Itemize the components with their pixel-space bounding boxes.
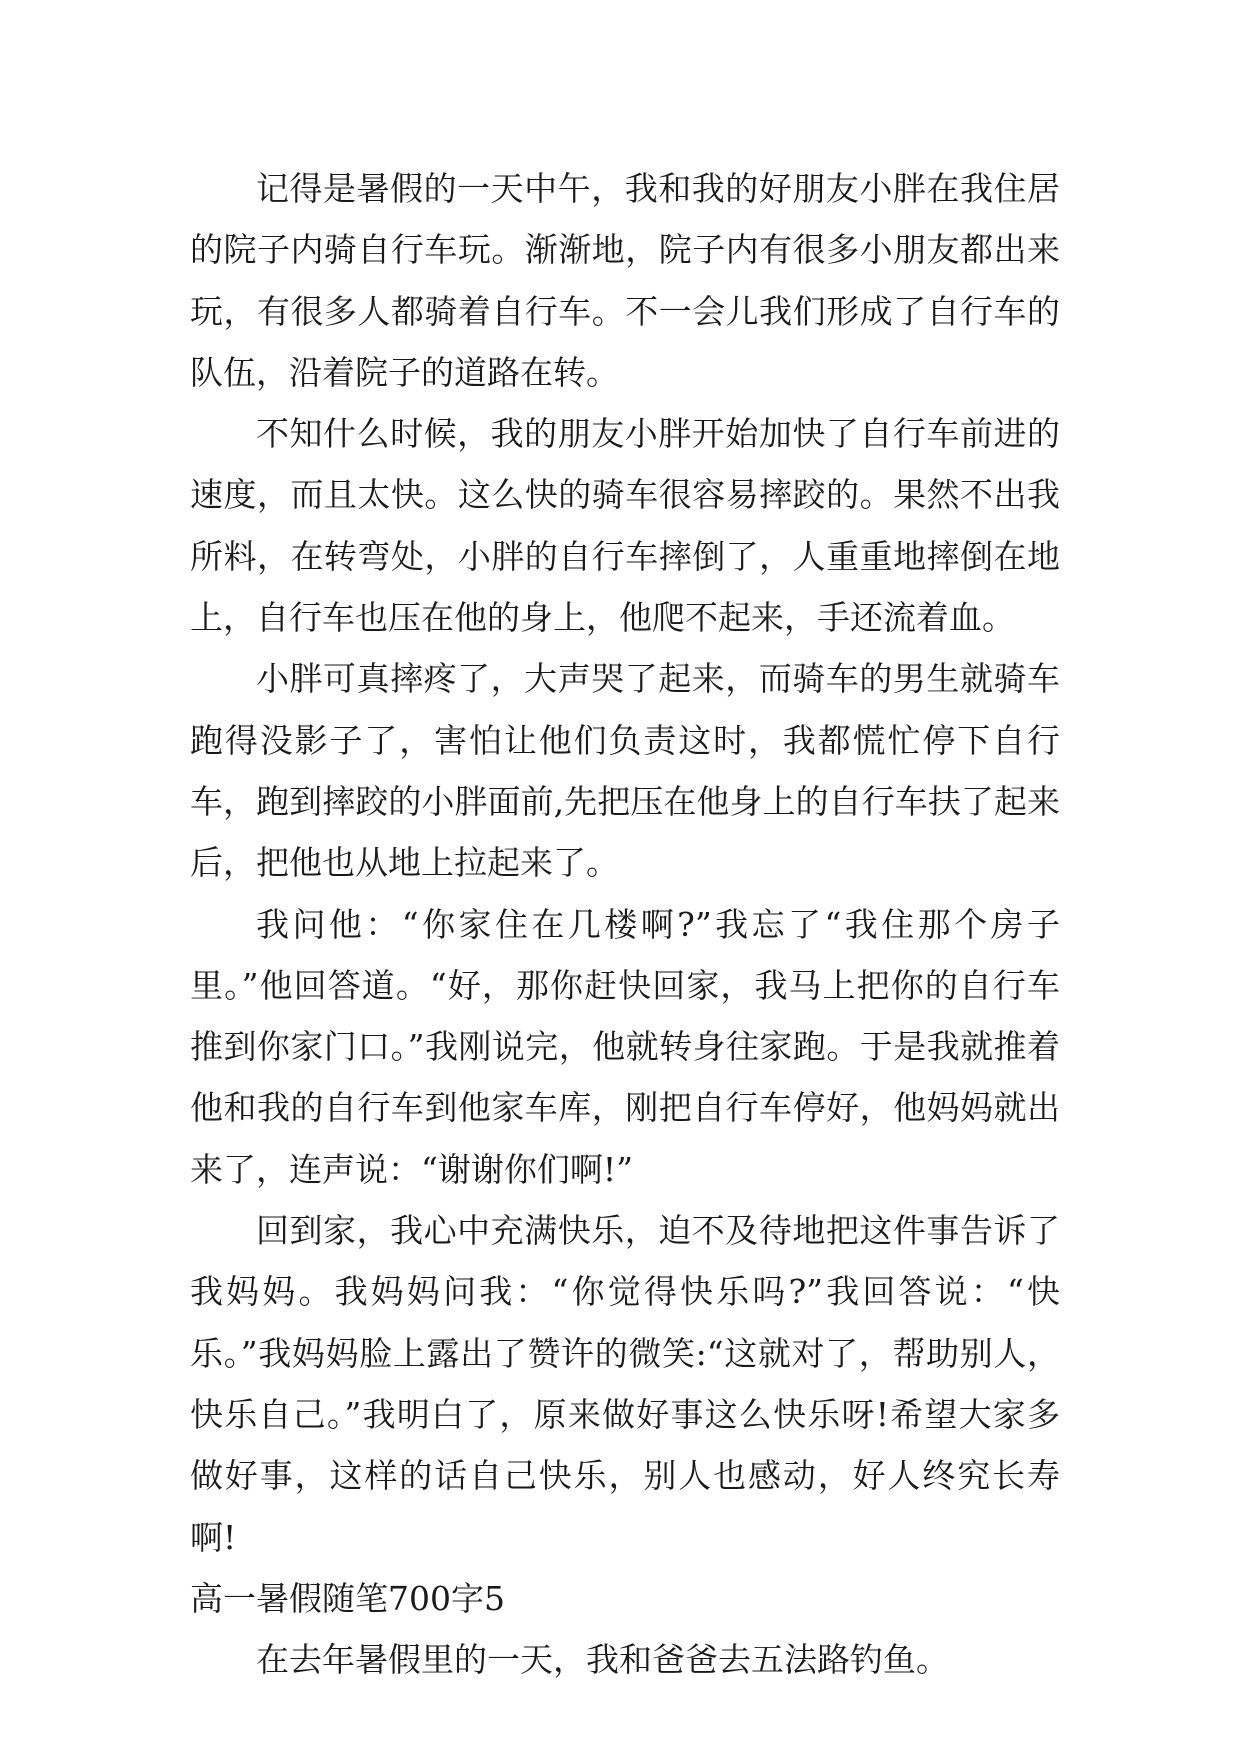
- paragraph-home: 回到家，我心中充满快乐，迫不及待地把这件事告诉了我妈妈。我妈妈问我：“你觉得快乐吗?”我回答说：“快乐。”我妈妈脸上露出了赞许的微笑:“这就对了，帮助别人，快乐自己。”我明白了，原来做好事这么快乐呀!希望大家多做好事，这样的话自己快乐，别人也感动，好人终究长寿啊!: [190, 1211, 1060, 1557]
- paragraph-fall: 不知什么时候，我的朋友小胖开始加快了自行车前进的速度，而且太快。这么快的骑车很容易摔跤的。果然不出我所料，在转弯处，小胖的自行车摔倒了，人重重地摔倒在地上，自行车也压在他的身上，他爬不起来，手还流着血。: [190, 414, 1060, 638]
- paragraph-help: 小胖可真摔疼了，大声哭了起来，而骑车的男生就骑车跑得没影子了，害怕让他们负责这时，我都慌忙停下自行车，跑到摔跤的小胖面前,先把压在他身上的自行车扶了起来后，把他也从地上拉起来了。: [190, 659, 1060, 883]
- paragraph-fishing: 在去年暑假里的一天，我和爸爸去五法路钓鱼。: [256, 1640, 949, 1680]
- document-body: [190, 158, 1060, 1690]
- paragraph-bike-ride: 记得是暑假的一天中午，我和我的好朋友小胖在我住居的院子内骑自行车玩。渐渐地，院子内有很多小朋友都出来玩，有很多人都骑着自行车。不一会儿我们形成了自行车的队伍，沿着院子的道路在转。: [190, 169, 1060, 392]
- essay-heading: 高一暑假随笔700字5: [190, 1578, 505, 1618]
- paragraph-dialogue: 我问他：“你家住在几楼啊?”我忘了“我住那个房子里。”他回答道。“好，那你赶快回家，我马上把你的自行车推到你家门口。”我刚说完，他就转身往家跑。于是我就推着他和我的自行车到他家车库，刚把自行车停好，他妈妈就出来了，连声说：“谢谢你们啊!”: [190, 904, 1060, 1189]
